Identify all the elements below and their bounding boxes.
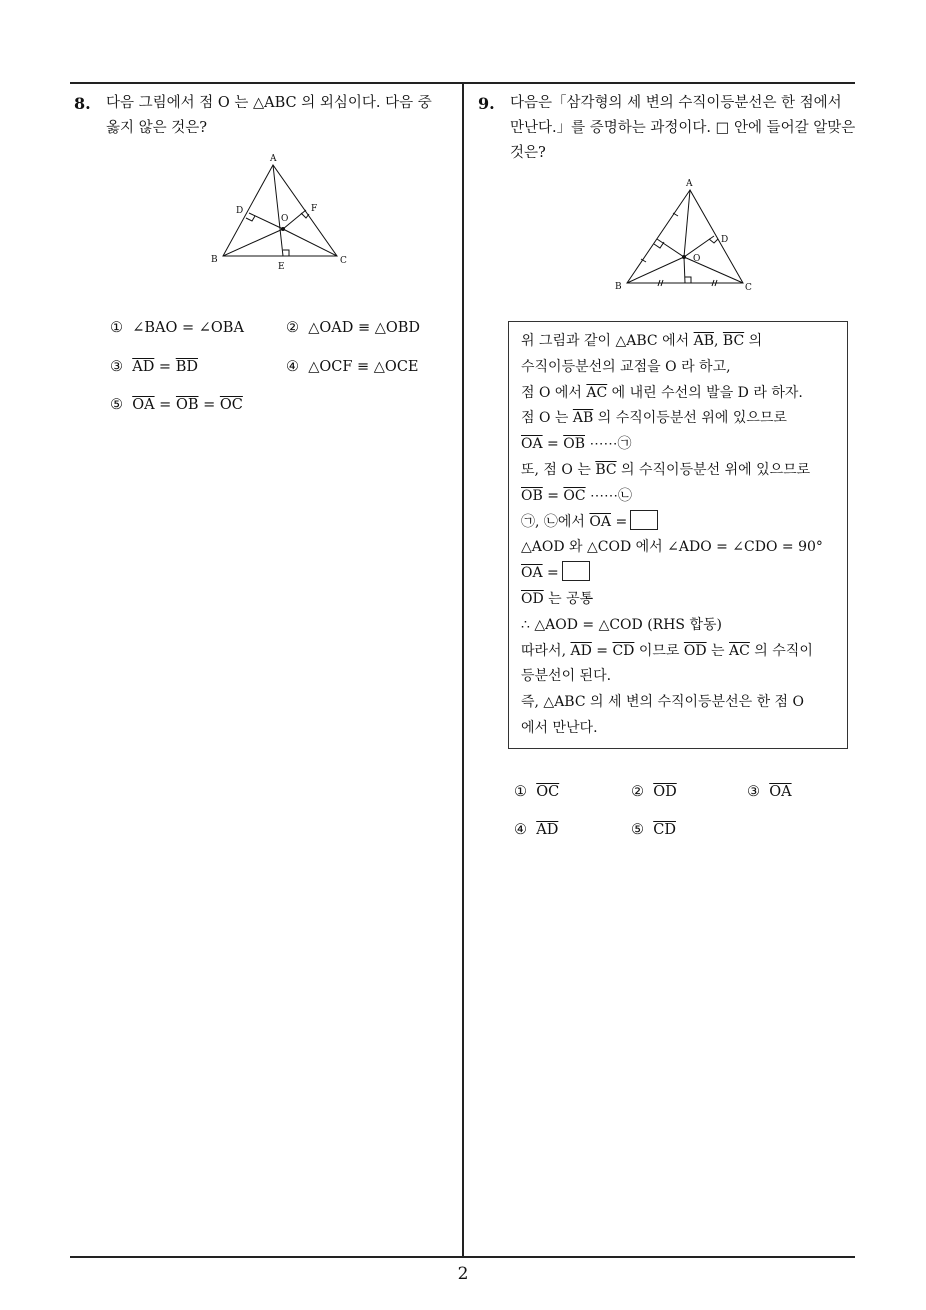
q8-figure bbox=[205, 150, 355, 275]
segment-o-d bbox=[249, 213, 283, 229]
q9-line1: 다음은「삼각형의 세 변의 수직이등분선은 한 점에서 bbox=[510, 95, 842, 111]
q9-number: 9. bbox=[478, 94, 495, 113]
label-f: F bbox=[311, 204, 318, 214]
proof-line-7: $\overline{OB} = \overline{OC}$ ⋯⋯㉡ bbox=[521, 487, 633, 504]
proof-line-11: $\overline{OD}$ 는 공통 bbox=[521, 590, 594, 607]
right-angle-e bbox=[283, 250, 289, 256]
q9-line3: 것은? bbox=[510, 145, 546, 161]
proof-line-13: 따라서, $\overline{AD} = \overline{CD}$ 이므로 $\overline{OD}$ 는 $\overline{AC}$ 의 수직이 bbox=[521, 642, 813, 659]
q8-line2: 옳지 않은 것은? bbox=[106, 120, 208, 136]
q9-line2: 만난다.」를 증명하는 과정이다. □ 안에 들어갈 알맞은 bbox=[510, 120, 856, 136]
proof-line-10: $\overline{OA}$ = bbox=[521, 561, 837, 587]
q9-option-5[interactable]: ⑤ $\overline{CD}$ bbox=[631, 822, 676, 838]
q9-option-1[interactable]: ① $\overline{OC}$ bbox=[514, 784, 560, 800]
q8-text bbox=[106, 91, 456, 141]
q8-option-5[interactable]: ⑤ $\overline{OA} = \overline{OB} = \overline{OC}$ bbox=[110, 397, 243, 413]
label-d: D bbox=[721, 235, 729, 245]
proof-line-14: 등분선이 된다. bbox=[521, 668, 612, 685]
label-o: O bbox=[693, 254, 701, 264]
q9-text bbox=[510, 91, 860, 166]
label-e: E bbox=[278, 262, 285, 272]
proof-line-15: 즉, △ABC 의 세 변의 수직이등분선은 한 점 O bbox=[521, 694, 805, 711]
proof-line-4: 점 O 는 $\overline{AB}$ 의 수직이등분선 위에 있으므로 bbox=[521, 410, 787, 427]
perpendicular-o-bc bbox=[684, 257, 685, 283]
answer-blank-1[interactable] bbox=[630, 510, 658, 530]
proof-line-6: 또, 점 O 는 $\overline{BC}$ 의 수직이등분선 위에 있으므로 bbox=[521, 461, 811, 478]
q8-number: 8. bbox=[74, 94, 91, 113]
q9-proof-box bbox=[508, 321, 848, 749]
label-c: C bbox=[745, 283, 752, 293]
label-c: C bbox=[340, 256, 347, 266]
label-d: D bbox=[236, 206, 244, 216]
column-divider bbox=[462, 82, 464, 1257]
segment-c-o bbox=[283, 229, 337, 256]
proof-line-9: △AOD 와 △COD 에서 ∠ADO = ∠CDO = 90° bbox=[521, 539, 823, 556]
q9-option-3[interactable]: ③ $\overline{OA}$ bbox=[747, 784, 792, 800]
label-o: O bbox=[281, 214, 289, 224]
proof-line-1: 위 그림과 같이 △ABC 에서 $\overline{AB}$, $\overline{BC}$ 의 bbox=[521, 333, 763, 349]
proof-line-5: $\overline{OA} = \overline{OB}$ ⋯⋯㉠ bbox=[521, 436, 632, 453]
proof-line-3: 점 O 에서 $\overline{AC}$ 에 내린 수선의 발을 D 라 하자. bbox=[521, 384, 803, 401]
page-number: 2 bbox=[457, 1264, 469, 1284]
answer-blank-2[interactable] bbox=[562, 561, 590, 581]
q9-option-4[interactable]: ④ $\overline{AD}$ bbox=[514, 822, 559, 838]
median-a-e bbox=[273, 165, 283, 256]
q8-line1: 다음 그림에서 점 O 는 △ABC 의 외심이다. 다음 중 bbox=[106, 95, 432, 111]
q9-figure bbox=[610, 176, 760, 296]
proof-line-16: 에서 만난다. bbox=[521, 719, 598, 736]
proof-line-8: ㉠, ㉡에서 $\overline{OA}$ = bbox=[521, 510, 837, 536]
perpendicular-o-ab bbox=[657, 239, 684, 257]
bottom-rule bbox=[70, 1256, 855, 1258]
q9-option-2[interactable]: ② $\overline{OD}$ bbox=[631, 784, 677, 800]
label-a: A bbox=[270, 154, 277, 164]
q8-option-4[interactable]: ④ △OCF ≡ △OCE bbox=[286, 359, 419, 375]
right-angle-bc bbox=[685, 277, 691, 283]
proof-line-12: ∴ △AOD = △COD (RHS 합동) bbox=[521, 616, 722, 633]
q8-option-1[interactable]: ① ∠BAO = ∠OBA bbox=[110, 320, 244, 336]
right-angle-d bbox=[246, 216, 255, 221]
segment-a-o bbox=[684, 190, 690, 257]
point-o bbox=[682, 255, 686, 259]
label-b: B bbox=[211, 255, 218, 265]
point-o bbox=[281, 227, 285, 231]
q8-option-2[interactable]: ② △OAD ≡ △OBD bbox=[286, 320, 421, 336]
proof-line-2: 수직이등분선의 교점을 O 라 하고, bbox=[521, 358, 731, 375]
q8-option-3[interactable]: ③ $\overline{AD} = \overline{BD}$ bbox=[110, 359, 198, 375]
label-a: A bbox=[686, 179, 693, 189]
right-angle-d bbox=[709, 239, 718, 243]
segment-b-o bbox=[223, 229, 283, 256]
label-b: B bbox=[615, 282, 622, 292]
